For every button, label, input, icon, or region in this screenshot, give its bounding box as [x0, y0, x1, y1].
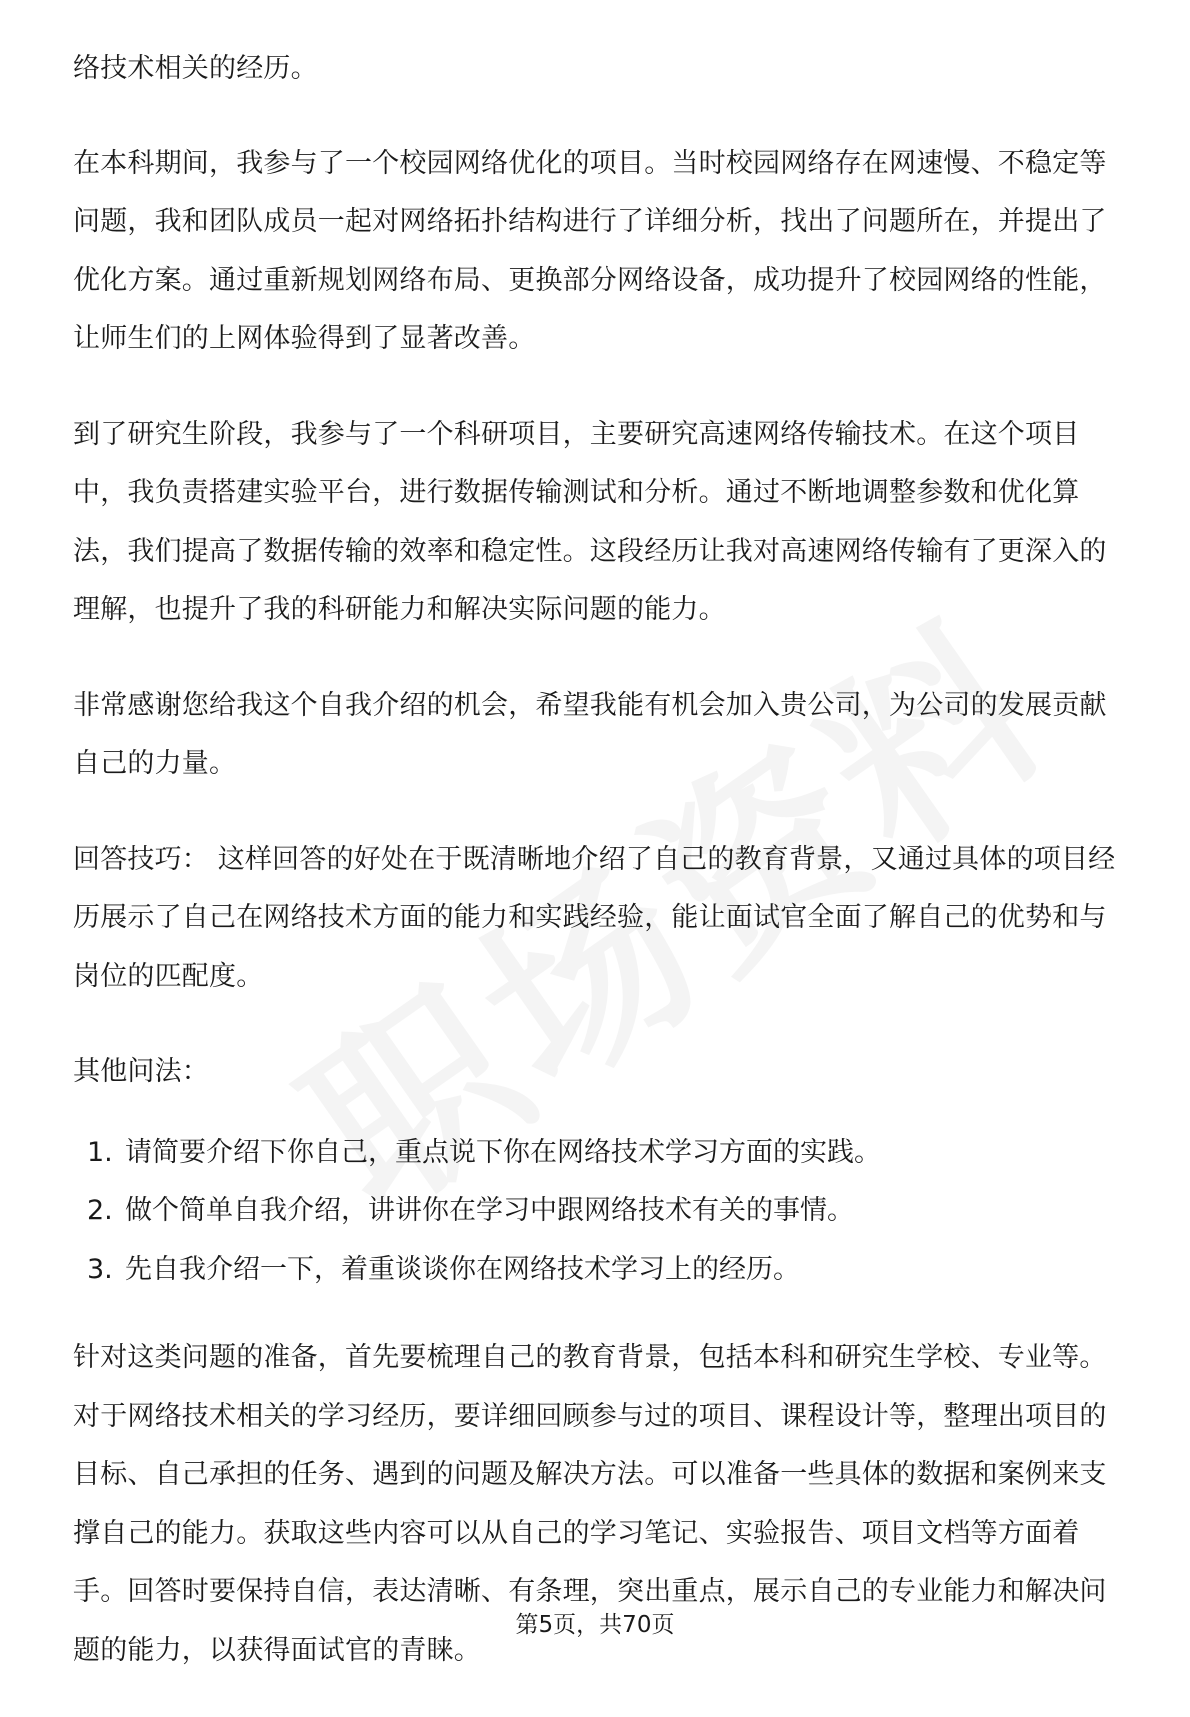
paragraph-continuation: 络技术相关的经历。	[73, 53, 318, 84]
page-number-footer: 第5页，共70页	[515, 1612, 675, 1638]
list-item-number: 3.	[87, 1253, 113, 1285]
paragraph-answer-tips: 回答技巧： 这样回答的好处在于既清晰地介绍了自己的教育背景，又通过具体的项目经历展示了自己在网络技术方面的能力和实践经验，能让面试官全面了解自己的优势和与岗位的匹配度。	[73, 843, 1116, 992]
list-item-number: 2.	[87, 1195, 113, 1226]
paragraph-thanks: 非常感谢您给我这个自我介绍的机会，希望我能有机会加入贵公司，为公司的发展贡献自己的力量。	[73, 689, 1107, 779]
paragraph-preparation-advice: 针对这类问题的准备，首先要梳理自己的教育背景，包括本科和研究生学校、专业等。对于网络技术相关的学习经历，要详细回顾参与过的项目、课程设计等，整理出项目的目标、自己承担的任务、遇到的问题及解决方法。可以准备一些具体的数据和案例来支撑自己的能力。获取这些内容可以从自己的学习笔记、实验报告、项目文档等方面着手。回答时要保持自信，表达清晰、有条理，突出重点，展示自己的专业能力和解决问题的能力，以获得面试官的青睐。	[73, 1342, 1107, 1666]
paragraph-undergrad-project: 在本科期间，我参与了一个校园网络优化的项目。当时校园网络存在网速慢、不稳定等问题，我和团队成员一起对网络拓扑结构进行了详细分析，找出了问题所在，并提出了优化方案。通过重新规划网络布局、更换部分网络设备，成功提升了校园网络的性能，让师生们的上网体验得到了显著改善。	[73, 147, 1107, 354]
other-questions-list	[73, 1124, 1118, 1300]
paragraph-graduate-project: 到了研究生阶段，我参与了一个科研项目，主要研究高速网络传输技术。在这个项目中，我负责搭建实验平台，进行数据传输测试和分析。通过不断地调整参数和优化算法，我们提高了数据传输的效率和稳定性。这段经历让我对高速网络传输有了更深入的理解，也提升了我的科研能力和解决实际问题的能力。	[73, 418, 1107, 625]
list-item-text: 做个简单自我介绍，讲讲你在学习中跟网络技术有关的事情。	[125, 1195, 854, 1226]
list-item	[73, 1182, 1118, 1241]
paragraph-other-questions-heading: 其他问法：	[73, 1056, 209, 1087]
list-item-text: 请简要介绍下你自己，重点说下你在网络技术学习方面的实践。	[125, 1136, 881, 1168]
document-page	[73, 40, 1118, 1717]
list-item-text: 先自我介绍一下，着重谈谈你在网络技术学习上的经历。	[125, 1253, 800, 1285]
list-item	[73, 1241, 1118, 1300]
list-item	[73, 1124, 1118, 1183]
list-item-number: 1.	[87, 1136, 113, 1168]
